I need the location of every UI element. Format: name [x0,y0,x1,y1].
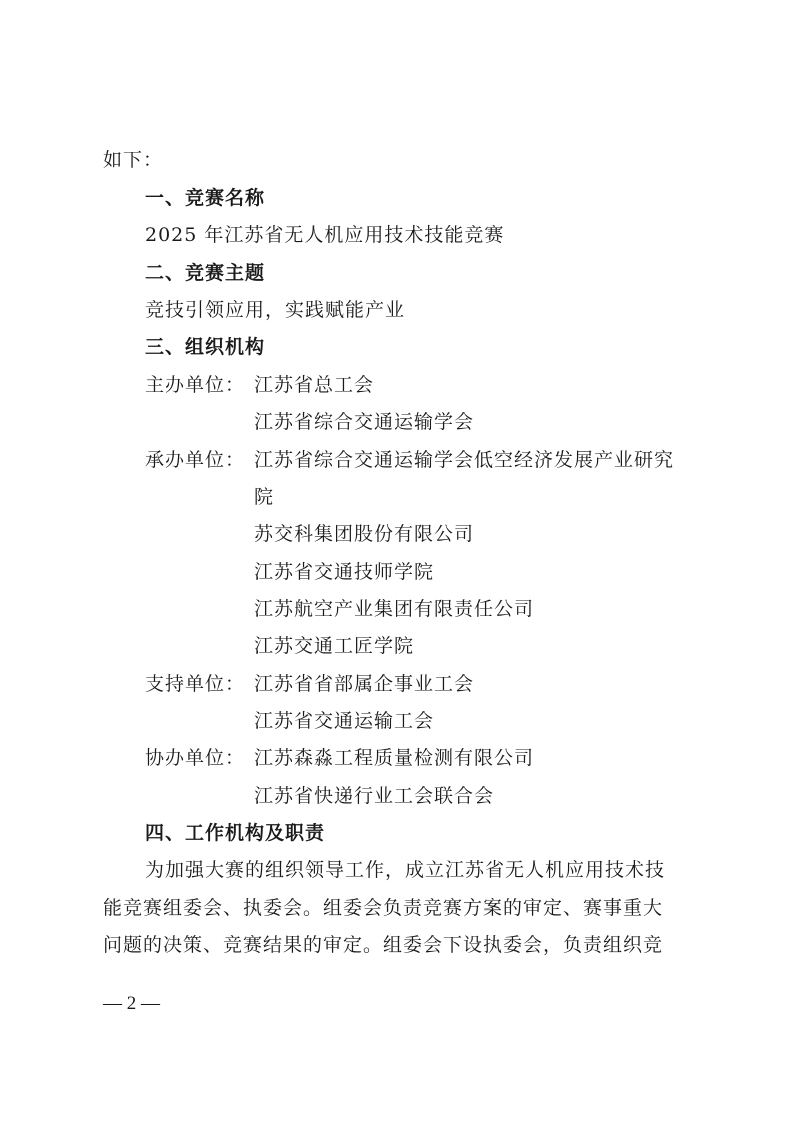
organizer-item: 苏交科集团股份有限公司 [254,523,475,545]
organizer-item: 江苏航空产业集团有限责任公司 [254,598,535,620]
section-3-heading: 三、组织机构 [145,336,266,358]
organizer-label: 承办单位： [145,449,246,471]
section-2-heading: 二、竞赛主题 [145,262,266,284]
organizer-item: 江苏省交通技师学院 [254,561,435,583]
intro-text: 如下： [103,149,164,171]
section-1-body: 2025 年江苏省无人机应用技术技能竞赛 [145,224,505,246]
section-2-body: 竞技引领应用，实践赋能产业 [145,299,406,321]
coorg-item: 江苏森淼工程质量检测有限公司 [254,747,535,769]
organizer-item: 江苏省综合交通运输学会低空经济发展产业研究 [254,449,675,471]
support-label: 支持单位： [145,673,246,695]
host-label: 主办单位： [145,374,246,396]
section-4-heading: 四、工作机构及职责 [145,822,326,844]
section-1-heading: 一、竞赛名称 [145,187,266,209]
host-item: 江苏省综合交通运输学会 [254,411,475,433]
host-item: 江苏省总工会 [254,374,375,396]
coorg-item: 江苏省快递行业工会联合会 [254,785,495,807]
organizer-item: 江苏交通工匠学院 [254,635,415,657]
support-item: 江苏省省部属企事业工会 [254,673,475,695]
coorg-label: 协办单位： [145,747,246,769]
section-4-paragraph-line: 问题的决策、竞赛结果的审定。组委会下设执委会，负责组织竞 [103,934,664,956]
organizer-item: 院 [254,486,275,508]
section-4-paragraph-line: 能竞赛组委会、执委会。组委会负责竞赛方案的审定、赛事重大 [103,897,664,919]
support-item: 江苏省交通运输工会 [254,710,435,732]
section-4-paragraph-line: 为加强大赛的组织领导工作，成立江苏省无人机应用技术技 [145,859,666,881]
page-number: — 2 — [103,993,160,1014]
